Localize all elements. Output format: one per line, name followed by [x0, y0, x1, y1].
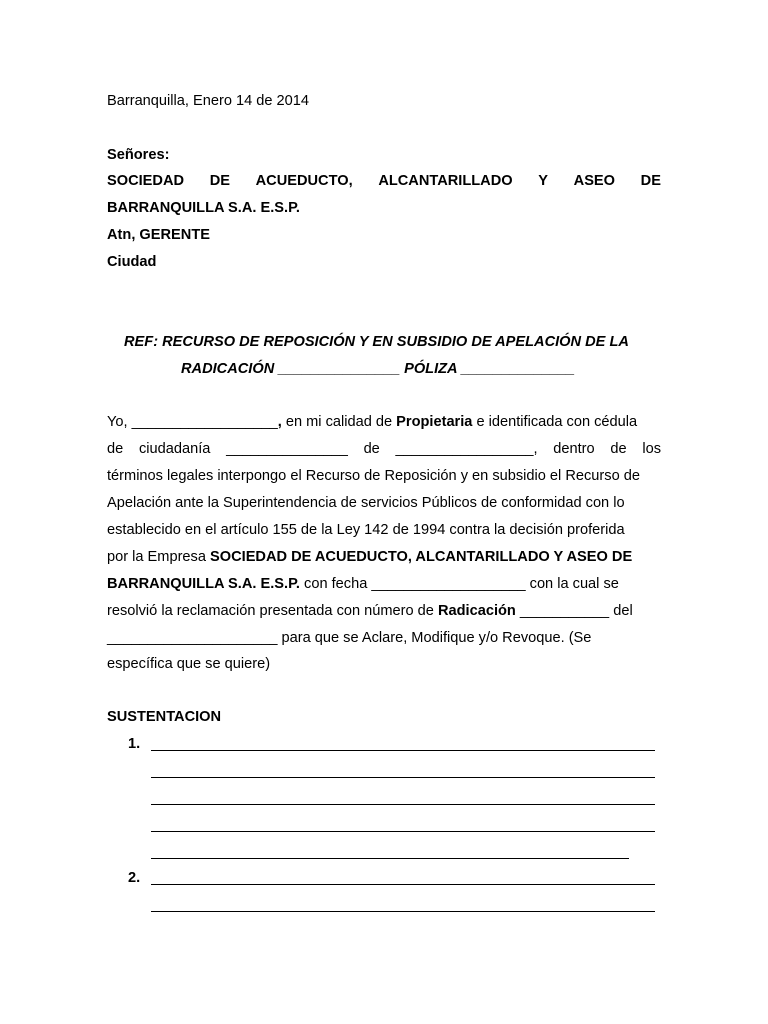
body-text: Yo, __________________: [107, 414, 278, 430]
reference-line1: REF: RECURSO DE REPOSICIÓN Y EN SUBSIDIO DE APELACIÓN DE LA: [124, 334, 629, 350]
body-text: resolvió la reclamación presentada con número de: [107, 603, 438, 619]
body-line-8: [107, 602, 633, 620]
blank-line: [151, 831, 655, 832]
company-word: DE: [640, 173, 661, 189]
company-word: DE: [209, 173, 230, 189]
body-line-3: términos legales interpongo el Recurso de Reposición y en subsidio el Recurso de: [107, 468, 640, 484]
body-text: para que se Aclare, Modifique y/o Revoque. (Se: [277, 630, 592, 646]
item-number-1: 1.: [128, 736, 141, 752]
attention-line: Atn, GERENTE: [107, 227, 210, 243]
blank-line: [151, 750, 655, 751]
body-line-4: Apelación ante la Superintendencia de servicios Públicos de conformidad con lo: [107, 495, 625, 511]
salutation: Señores:: [107, 147, 170, 163]
blank-line: [151, 804, 655, 805]
body-text: con fecha ___________________ con la cual se: [299, 576, 619, 592]
body-text: por la Empresa: [107, 549, 211, 565]
radicacion-label: Radicación: [437, 603, 516, 619]
body-line-7: [107, 575, 619, 593]
company-word: ACUEDUCTO,: [255, 173, 353, 189]
blank-line: [151, 777, 655, 778]
company-word: Y: [538, 173, 548, 189]
body-word: los: [642, 441, 661, 457]
body-word: _________________,: [395, 441, 538, 457]
reference-line2: RADICACIÓN _______________ PÓLIZA ______________: [181, 361, 575, 377]
owner-label: Propietaria: [396, 414, 473, 430]
body-text: ___________ del: [515, 603, 633, 619]
body-word: de: [363, 441, 380, 457]
body-line-10: específica que se quiere): [107, 656, 271, 672]
body-line-9: [107, 629, 591, 647]
blank-line: [151, 911, 655, 912]
item-number-2: 2.: [128, 870, 141, 886]
body-line-2: [107, 440, 661, 458]
company-word: ASEO: [573, 173, 616, 189]
body-word: dentro: [553, 441, 595, 457]
city-line: Ciudad: [107, 254, 157, 270]
body-line-5: establecido en el artículo 155 de la Ley 142 de 1994 contra la decisión proferida: [107, 522, 625, 538]
company-word: ALCANTARILLADO: [378, 173, 513, 189]
body-text: e identificada con cédula: [472, 414, 638, 430]
body-word: ciudadanía: [138, 441, 211, 457]
company-word: SOCIEDAD: [107, 173, 185, 189]
body-word: de: [610, 441, 627, 457]
sustentacion-heading: SUSTENTACION: [107, 709, 222, 725]
date-line: Barranquilla, Enero 14 de 2014: [107, 93, 310, 109]
company-name-line2: BARRANQUILLA S.A. E.S.P.: [107, 200, 300, 216]
body-text: ,: [277, 414, 282, 430]
company-name-inline: SOCIEDAD DE ACUEDUCTO, ALCANTARILLADO Y ASEO DE: [210, 549, 633, 565]
company-name-line1: [107, 172, 661, 190]
blank-line: [151, 858, 629, 859]
blank-line: [151, 884, 655, 885]
body-line-6: [107, 548, 632, 566]
body-line-1: [107, 413, 661, 431]
company-name-inline: BARRANQUILLA S.A. E.S.P.: [107, 576, 300, 592]
body-word: de: [107, 441, 124, 457]
body-text: _____________________: [107, 630, 278, 646]
body-text: en mi calidad de: [281, 414, 397, 430]
body-word: _______________: [226, 441, 348, 457]
